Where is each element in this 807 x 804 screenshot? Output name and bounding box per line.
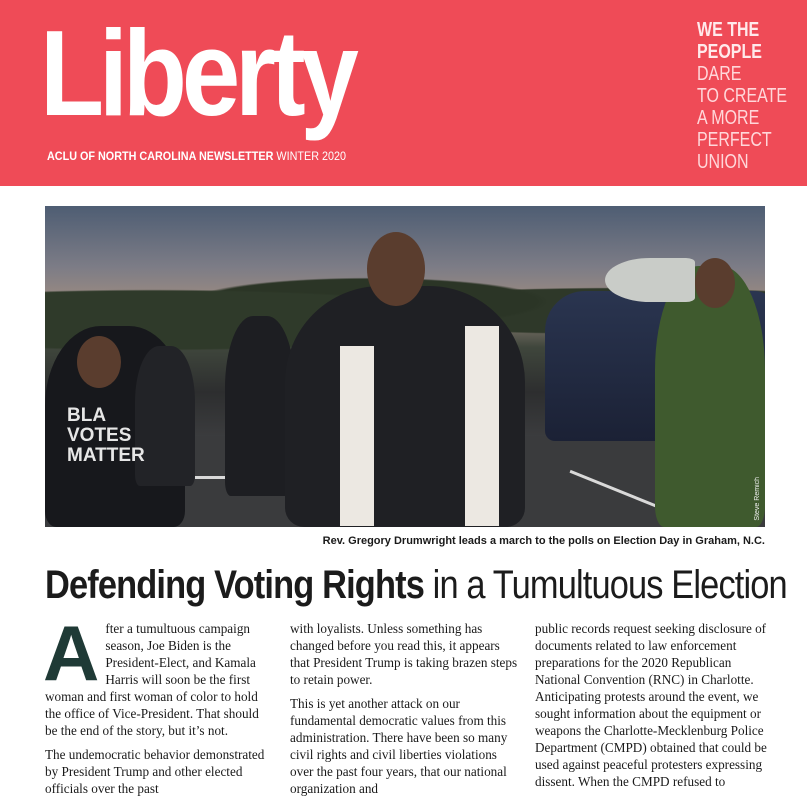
issue-date: WINTER 2020 <box>276 149 347 163</box>
headline-bold: Defending Voting Rights <box>45 563 424 607</box>
newsletter-subline <box>47 149 346 163</box>
newsletter-logo: Liberty <box>40 5 354 141</box>
drop-cap: A <box>43 609 100 697</box>
cover-photo <box>45 206 765 527</box>
article-paragraph: The undemocratic behavior demonstrated by President Trump and other elected officials over the past <box>45 747 265 796</box>
photo-person-head <box>695 258 735 308</box>
shirt-slogan <box>67 406 163 492</box>
masthead <box>0 0 807 186</box>
article-headline <box>45 560 787 610</box>
tagline-line: UNION <box>697 151 749 173</box>
photo-credit: Steve Remich <box>754 477 761 521</box>
paragraph-text: fter a tumultuous campaign season, Joe Biden is the President-Elect, and Kamala Harris will soon be the first woman and first woman of color to hold the office of Vice-President. That should be the end of the story, but it’s not. <box>45 621 259 738</box>
photo-reverend-head <box>367 232 425 306</box>
megaphone-icon <box>605 258 695 302</box>
shirt-slogan-line: VOTES <box>67 425 132 446</box>
article-column-3 <box>535 620 767 797</box>
tagline-line: A MORE <box>697 107 760 129</box>
photo-stole <box>340 346 374 526</box>
photo-stole <box>465 326 499 526</box>
tagline-line: PERFECT <box>697 129 772 151</box>
article-paragraph: with loyalists. Unless something has changed before you read this, it appears that President Trump is taking brazen steps to retain power. <box>290 621 518 687</box>
tagline-line: DARE <box>697 63 742 85</box>
tagline-line: WE THE <box>697 19 760 41</box>
shirt-slogan-line: MATTER <box>67 445 145 466</box>
photo-caption: Rev. Gregory Drumwright leads a march to the polls on Election Day in Graham, N.C. <box>322 535 765 547</box>
article-column-2 <box>290 620 518 804</box>
tagline <box>697 19 787 173</box>
article-paragraph <box>43 609 273 739</box>
shirt-slogan-line: BLA <box>67 405 107 426</box>
tagline-line: PEOPLE <box>697 41 762 63</box>
article-paragraph: This is yet another attack on our fundamental democratic values from this administration. There have been so many civil rights and civil liberties violations over the past four years, that our national organization and <box>290 696 508 796</box>
article-paragraph: public records request seeking disclosure of documents related to law enforcement preparations for the 2020 Republican National Convention (RNC) in Charlotte. Anticipating protests around the event, we sought information about the equipment or weapons the Charlotte-Mecklenburg Police Department (CMPD) obtained that could be used against peaceful protesters expressing dissent. When the CMPD refused to <box>535 621 767 789</box>
tagline-line: TO CREATE <box>697 85 788 107</box>
headline-rest: in a Tumultuous Election <box>423 563 787 607</box>
photo-person-head <box>77 336 121 388</box>
org-name: ACLU OF NORTH CAROLINA NEWSLETTER <box>47 149 274 163</box>
article-column-1 <box>43 609 273 804</box>
